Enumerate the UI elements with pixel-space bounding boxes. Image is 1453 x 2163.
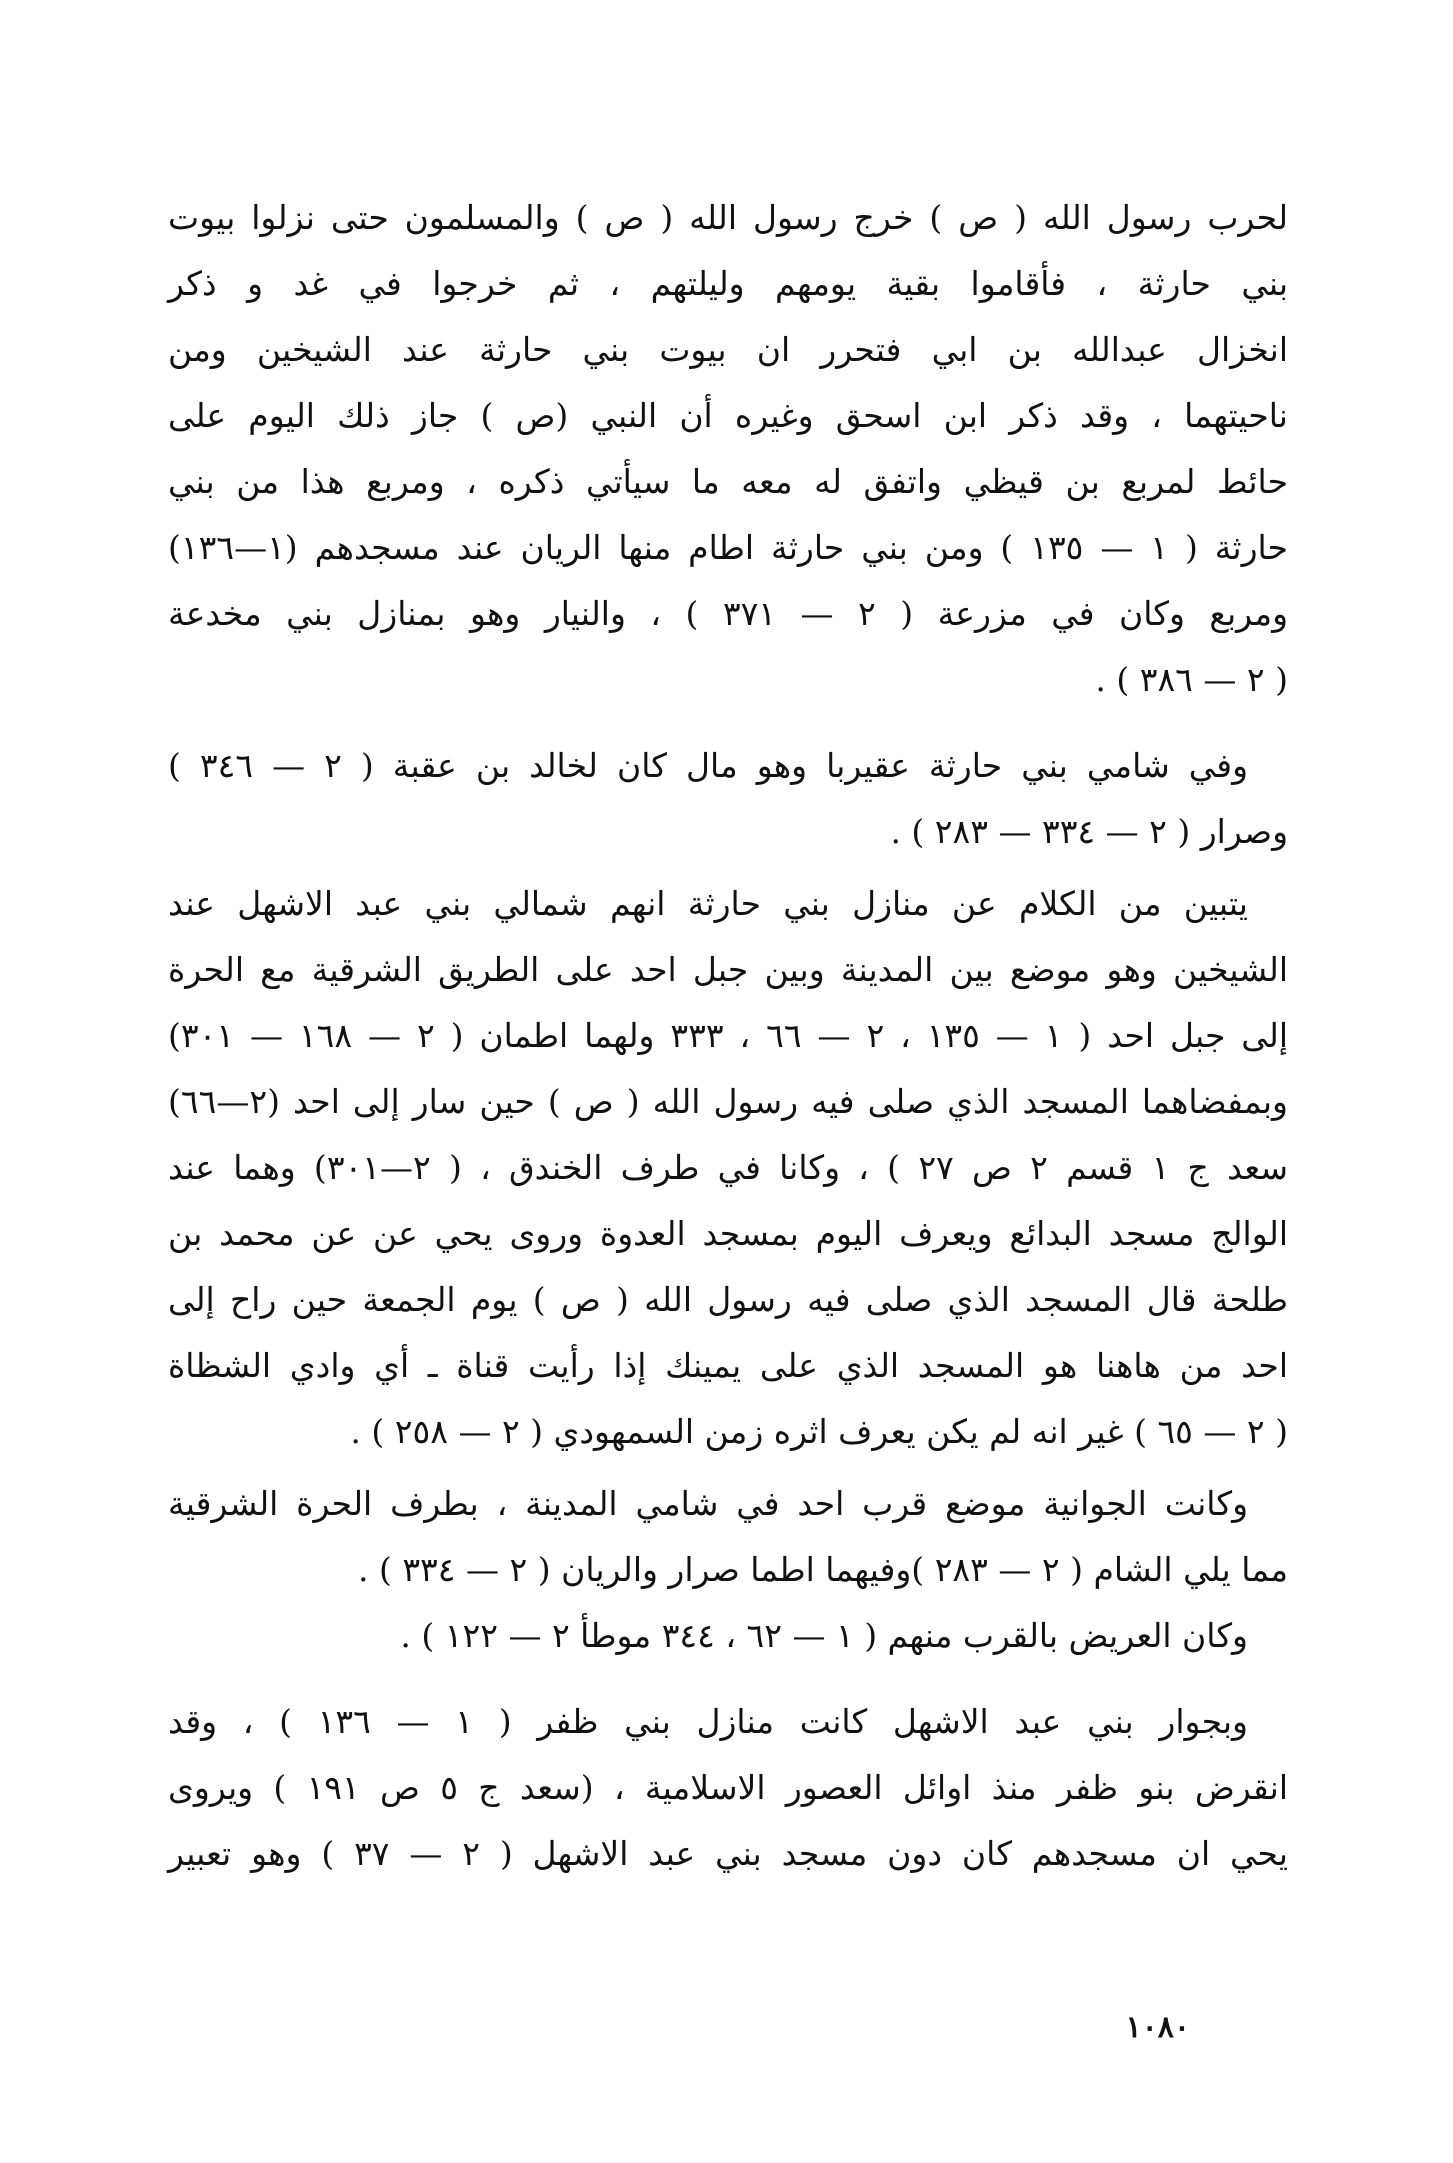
page-body-text (168, 185, 1288, 1887)
text-line: الشيخين وهو موضع بين المدينة وبين جبل احد على الطريق الشرقية مع الحرة (168, 950, 1288, 989)
paragraph-2 (168, 733, 1288, 865)
text-line: بني حارثة ، فأقاموا بقية يومهم وليلتهم ، ثم خرجوا في غد و ذكر (168, 264, 1288, 303)
paragraph-3 (168, 871, 1288, 1465)
text-line: يتبين من الكلام عن منازل بني حارثة انهم شمالي بني عبد الاشهل عند (168, 884, 1248, 923)
text-line: احد من هاهنا هو المسجد الذي على يمينك إذا رأيت قناة ـ أي وادي الشظاة (168, 1346, 1288, 1385)
text-line: ( ٢ — ٣٨٦ ) . (1095, 660, 1288, 699)
text-line: حارثة ( ١ — ١٣٥ ) ومن بني حارثة اطام منها الريان عند مسجدهم (١—١٣٦) (168, 528, 1289, 567)
text-line: انقرض بنو ظفر منذ اوائل العصور الاسلامية ، (سعد ج ٥ ص ١٩١ ) ويروى (168, 1768, 1288, 1807)
paragraph-5 (168, 1603, 1288, 1669)
text-line: انخزال عبدالله بن ابي فتحرر ان بيوت بني حارثة عند الشيخين ومن (168, 330, 1288, 369)
page-number: ١٠٨٠ (1125, 2010, 1190, 2045)
text-line: الوالج مسجد البدائع ويعرف اليوم بمسجد العدوة وروى يحي عن عن محمد بن (168, 1214, 1288, 1253)
paragraph-6 (168, 1689, 1288, 1887)
text-line: ومربع وكان في مزرعة ( ٢ — ٣٧١ ) ، والنيار وهو بمنازل بني مخدعة (168, 594, 1289, 633)
text-line: حائط لمربع بن قيظي واتفق له معه ما سيأتي ذكره ، ومربع هذا من بني (168, 462, 1288, 501)
text-line: وكانت الجوانية موضع قرب احد في شامي المدينة ، بطرف الحرة الشرقية (168, 1484, 1249, 1523)
text-line: وصرار ( ٢ — ٣٣٤ — ٢٨٣ ) . (890, 812, 1288, 851)
text-line: وفي شامي بني حارثة عقيربا وهو مال كان لخالد بن عقبة ( ٢ — ٣٤٦ ) (168, 746, 1249, 785)
text-line: ( ٢ — ٦٥ ) غير انه لم يكن يعرف اثره زمن السمهودي ( ٢ — ٢٥٨ ) . (350, 1412, 1288, 1451)
text-line: مما يلي الشام ( ٢ — ٢٨٣ )وفيهما اطما صرار والريان ( ٢ — ٣٣٤ ) . (357, 1550, 1288, 1589)
paragraph-4 (168, 1471, 1288, 1603)
text-line: سعد ج ١ قسم ٢ ص ٢٧ ) ، وكانا في طرف الخندق ، ( ٢—٣٠١) وهما عند (168, 1148, 1288, 1187)
text-line: وكان العريض بالقرب منهم ( ١ — ٦٢ ، ٣٤٤ موطأ ٢ — ١٢٢ ) . (400, 1616, 1248, 1655)
text-line: طلحة قال المسجد الذي صلى فيه رسول الله ( ص ) يوم الجمعة حين راح إلى (168, 1280, 1288, 1319)
text-line: وبجوار بني عبد الاشهل كانت منازل بني ظفر ( ١ — ١٣٦ ) ، وقد (168, 1702, 1248, 1741)
text-line: إلى جبل احد ( ١ — ١٣٥ ، ٢ — ٦٦ ، ٣٣٣ ولهما اطمان ( ٢ — ١٦٨ — ٣٠١) (168, 1016, 1289, 1055)
text-line: يحي ان مسجدهم كان دون مسجد بني عبد الاشهل ( ٢ — ٣٧ ) وهو تعبير (168, 1834, 1288, 1873)
text-line: ناحيتهما ، وقد ذكر ابن اسحق وغيره أن النبي (ص ) جاز ذلك اليوم على (168, 396, 1288, 435)
text-line: لحرب رسول الله ( ص ) خرج رسول الله ( ص ) والمسلمون حتى نزلوا بيوت (168, 198, 1288, 237)
text-line: وبمفضاهما المسجد الذي صلى فيه رسول الله ( ص ) حين سار إلى احد (٢—٦٦) (168, 1082, 1288, 1121)
paragraph-1 (168, 185, 1288, 713)
